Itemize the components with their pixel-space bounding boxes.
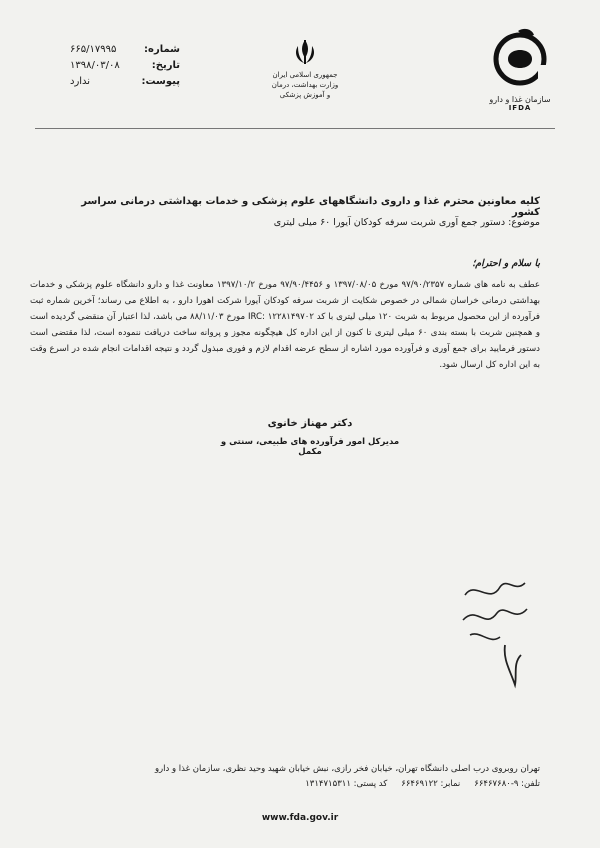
letter-footer xyxy=(40,762,540,792)
letter-greeting: با سلام و احترام؛ xyxy=(472,258,540,269)
letter-number-row xyxy=(70,42,180,58)
ministry-heading xyxy=(250,38,360,100)
ifda-logo xyxy=(480,25,560,112)
iran-emblem-icon xyxy=(292,38,318,66)
header-divider xyxy=(35,128,555,129)
ministry-line-3: و آموزش پزشکی xyxy=(279,91,331,99)
ministry-line-2: وزارت بهداشت، درمان xyxy=(271,81,339,89)
letter-number-label: شماره: xyxy=(144,44,180,55)
footer-website: www.fda.gov.ir xyxy=(261,813,339,823)
letter-attachment-value: ندارد xyxy=(70,76,91,87)
letter-attachment-label: پیوست: xyxy=(141,76,180,87)
signer-name: دکتر مهناز خانوی xyxy=(267,418,353,429)
letter-addressee: کلیه معاونین محترم غذا و داروی دانشگاههای علوم پزشکی و خدمات بهداشتی درمانی سراسر کشور xyxy=(81,196,540,218)
ifda-logo-icon xyxy=(488,25,552,89)
letter-body: عطف به نامه های شماره ۹۷/۹۰/۲۳۵۷ مورخ ۱۳۹۷/۰۸/۰۵ و ۹۷/۹۰/۴۴۵۶ مورخ ۱۳۹۷/۱۰/۲ معاونت غذا و دارو دانشگاه علوم پزشکی و خدمات بهداشتی درمانی خراسان شمالی در خصوص شکایت از شربت سرفه کودکان آیورا شرکت اهورا دارو ، به اطلاع می رساند؛ آخرین شماره ثبت فرآورده از این محصول مربوط به شربت ۱۲۰ میلی لیتری با کد IRC: ۱۲۲۸۱۴۹۷۰۲ مورخ ۸۸/۱۱/۰۳ می باشد، لذا اعتبار آن منقضی گردیده است و همچنین شربت با بسته بندی ۶۰ میلی لیتری تا کنون از این اداره کل هیچگونه مجوز و پروانه ساخت دریافت ننموده است، لذا مقتضی است دستور فرمایید برای جمع آوری و فرآورده مورد اشاره از سطح عرضه اقدام لازم و فوری مبذول گردد و نتیجه اقدامات انجام شده در اسرع وقت به این اداره کل ارسال شود. xyxy=(30,280,540,370)
handwritten-note xyxy=(455,575,535,695)
letter-date-label: تاریخ: xyxy=(151,60,180,71)
signature-block xyxy=(210,418,410,457)
signer-title: مدیرکل امور فرآورده های طبیعی، سنتی و مکمل xyxy=(220,437,400,457)
letter-attachment-row xyxy=(70,74,180,90)
footer-contact xyxy=(40,777,540,792)
letter-meta xyxy=(70,42,180,90)
org-abbreviation: IFDA xyxy=(508,104,532,112)
footer-fax: نمابر: ۶۶۴۶۹۱۲۲ xyxy=(401,779,461,789)
footer-postal-code: کد پستی: ۱۳۱۴۷۱۵۳۱۱ xyxy=(305,779,388,789)
footer-phone: تلفن: ۹-۶۶۴۶۷۶۸۰ xyxy=(474,779,540,789)
letter-number-value: ۶۶۵/۱۷۹۹۵ xyxy=(70,44,117,55)
footer-address: تهران روبروی درب اصلی دانشگاه تهران، خیابان فخر رازی، نبش خیابان شهید وحید نظری، سازمان غذا و دارو xyxy=(154,764,540,774)
letter-subject: موضوع: دستور جمع آوری شربت سرفه کودکان آیورا ۶۰ میلی لیتری xyxy=(273,217,540,228)
letter-date-row xyxy=(70,58,180,74)
org-name: سازمان غذا و دارو xyxy=(489,95,551,104)
letter-date-value: ۱۳۹۸/۰۳/۰۸ xyxy=(70,60,120,71)
ministry-line-1: جمهوری اسلامی ایران xyxy=(272,71,338,79)
